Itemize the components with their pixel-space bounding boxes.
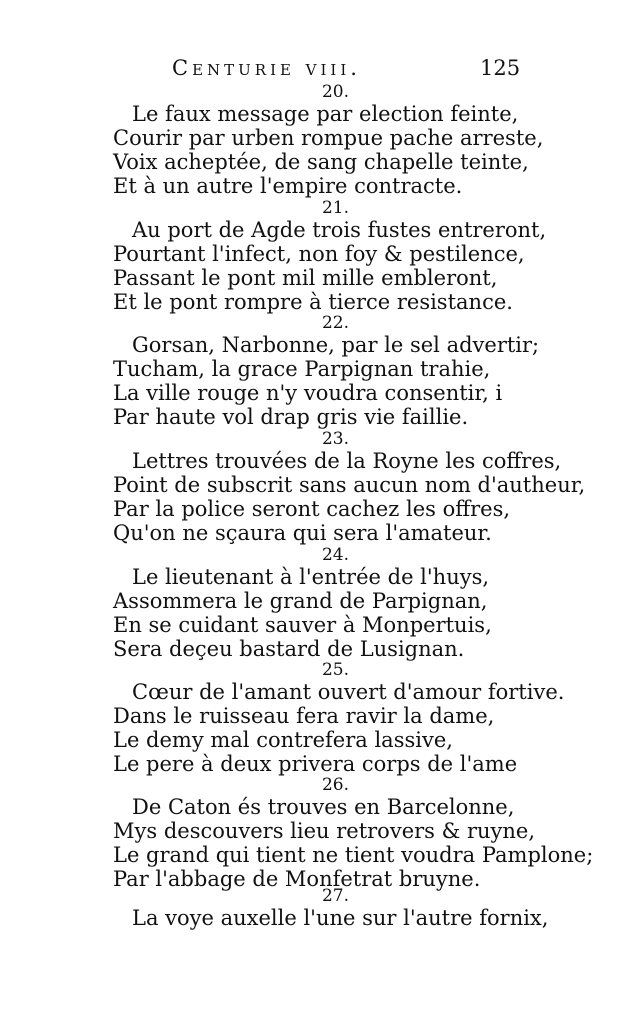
verse-line: Le faux message par election feinte, <box>132 102 519 126</box>
quatrain <box>0 198 621 314</box>
verse-line: Par l'abbage de Monfetrat bruyne. <box>113 867 481 891</box>
verse-line: Le grand qui tient ne tient voudra Pamplone; <box>113 843 594 867</box>
running-title: Centurie viii. <box>172 56 361 80</box>
verse-line: Le pere à deux privera corps de l'ame <box>113 752 518 776</box>
quatrain-number: 23. <box>321 429 350 449</box>
verse-line: Tucham, la grace Parpignan trahie, <box>113 357 491 381</box>
quatrain-number: 27. <box>321 886 350 906</box>
verse-line: Par haute vol drap gris vie faillie. <box>113 405 469 429</box>
quatrain-number: 24. <box>321 545 350 565</box>
verse-line: Par la police seront cachez les offres, <box>113 497 511 521</box>
verse-line: Pourtant l'infect, non foy & pestilence, <box>113 242 525 266</box>
verse-line: Le lieutenant à l'entrée de l'huys, <box>132 565 490 589</box>
quatrain <box>0 775 621 891</box>
verse-line: De Caton és trouves en Barcelonne, <box>132 795 515 819</box>
verse-line: Passant le pont mil mille embleront, <box>113 266 498 290</box>
verse-line: Sera deçeu bastard de Lusignan. <box>113 637 465 661</box>
verse-line: Courir par urben rompue pache arreste, <box>113 126 544 150</box>
verse-line: Cœur de l'amant ouvert d'amour fortive. <box>132 680 565 704</box>
verse-line: Mys descouvers lieu retrovers & ruyne, <box>113 819 536 843</box>
quatrain-number: 26. <box>321 775 350 795</box>
verse-line: Et à un autre l'empire contracte. <box>113 174 463 198</box>
quatrain <box>0 429 621 545</box>
quatrain <box>0 660 621 776</box>
verse-line: Assommera le grand de Parpignan, <box>113 589 488 613</box>
quatrain-number: 22. <box>321 313 350 333</box>
quatrain <box>0 545 621 661</box>
verse-line: Dans le ruisseau fera ravir la dame, <box>113 704 495 728</box>
verse-line: La voye auxelle l'une sur l'autre fornix, <box>132 906 549 930</box>
verse-line: Voix acheptée, de sang chapelle teinte, <box>113 150 529 174</box>
verse-line: Le demy mal contrefera lassive, <box>113 728 453 752</box>
verse-line: En se cuidant sauver à Monpertuis, <box>113 613 492 637</box>
quatrain <box>0 82 621 198</box>
verse-line: Lettres trouvées de la Royne les coffres, <box>132 449 562 473</box>
quatrain <box>0 886 621 930</box>
quatrain-number: 20. <box>321 82 350 102</box>
verse-line: Point de subscrit sans aucun nom d'autheur, <box>113 473 586 497</box>
verse-line: Gorsan, Narbonne, par le sel advertir; <box>132 333 540 357</box>
quatrain-number: 21. <box>321 198 350 218</box>
verse-line: Qu'on ne sçaura qui sera l'amateur. <box>113 521 492 545</box>
quatrain <box>0 313 621 429</box>
verse-line: Au port de Agde trois fustes entreront, <box>132 218 547 242</box>
verse-line: La ville rouge n'y voudra consentir, i <box>113 381 503 405</box>
quatrain-number: 25. <box>321 660 350 680</box>
verse-line: Et le pont rompre à tierce resistance. <box>113 290 513 314</box>
page-number: 125 <box>480 56 521 80</box>
